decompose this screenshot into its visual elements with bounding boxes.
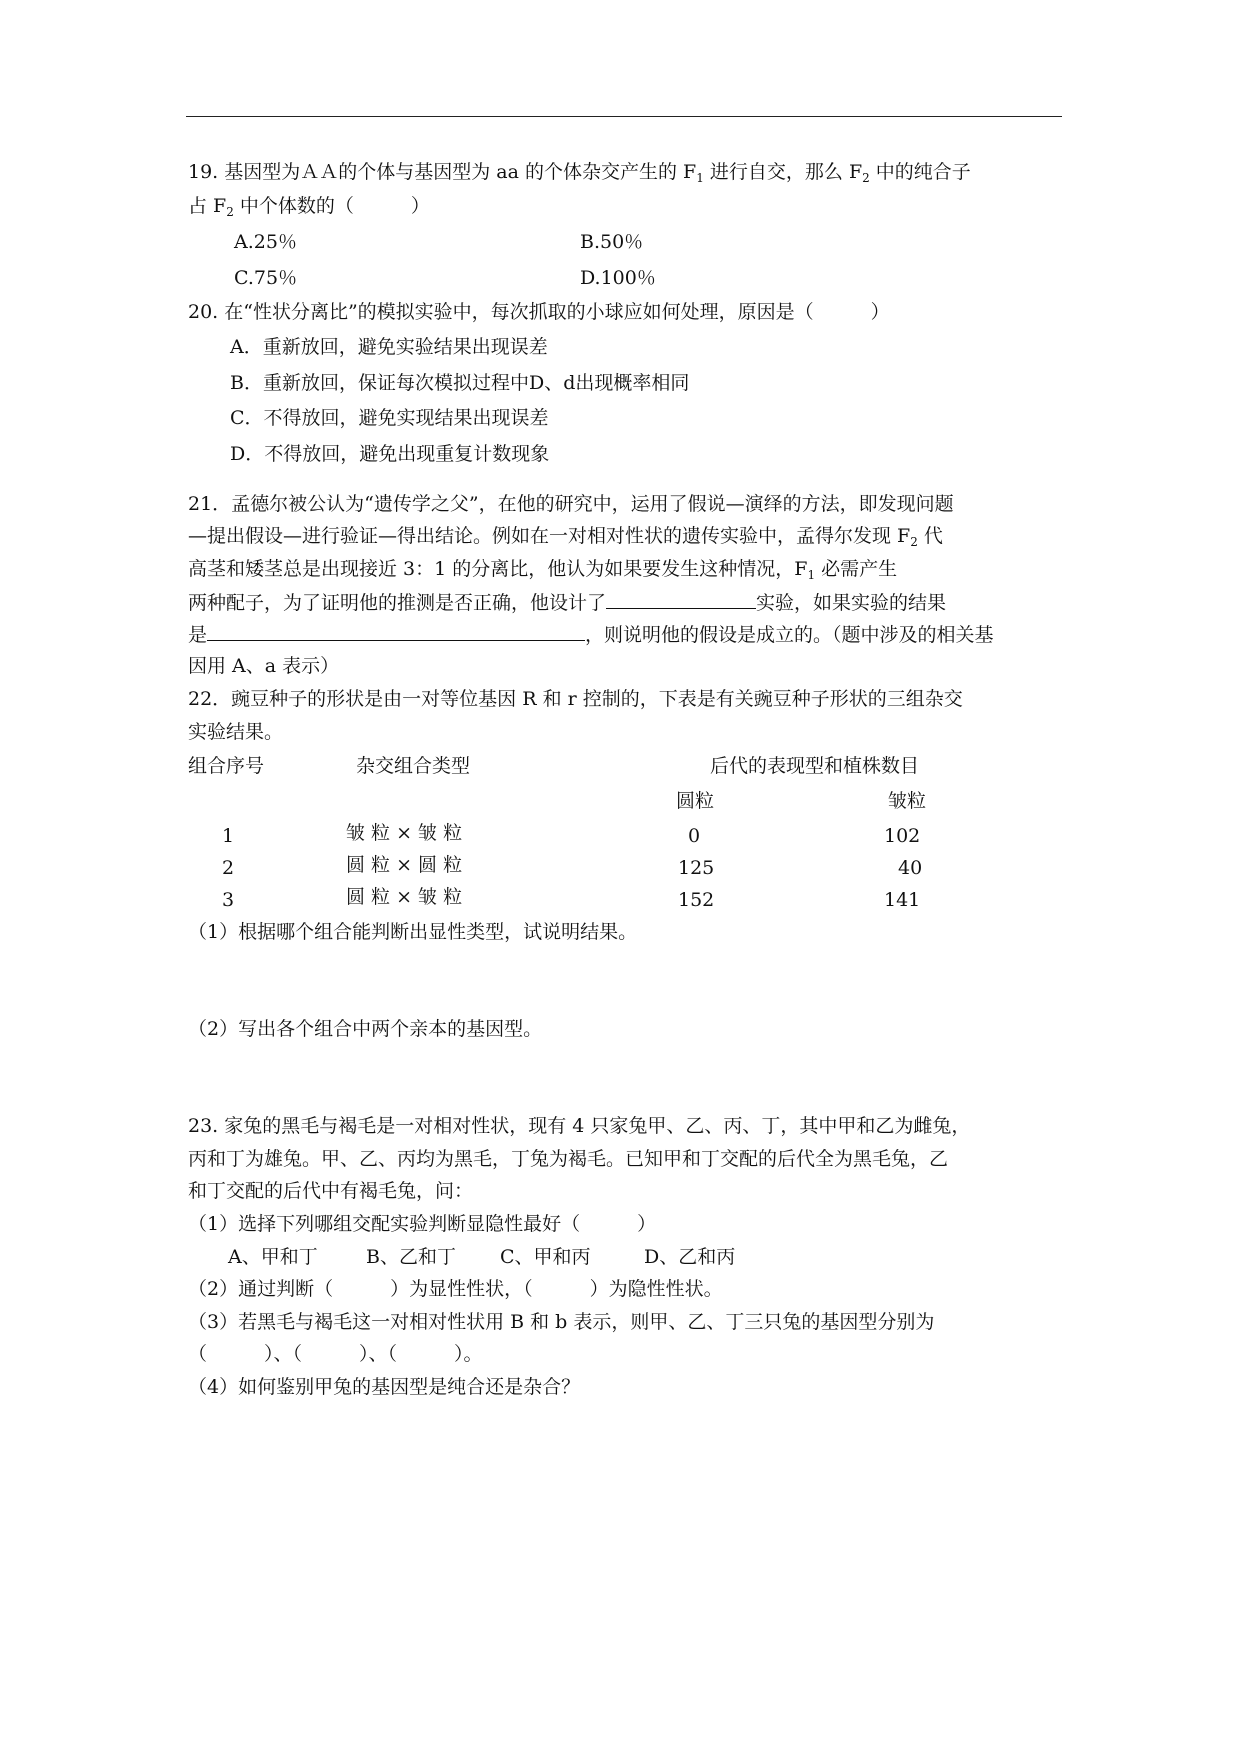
table-row-1-wrinkled: 102 (884, 825, 921, 847)
table-subheader-wrinkled: 皱粒 (888, 790, 927, 812)
q23-sub3-line2: （ ）、（ ）、（ ）。 (188, 1343, 483, 1365)
table-row-3-cross: 圆 粒 × 皱 粒 (346, 886, 463, 908)
q23-sub3-line1: （3）若黑毛与褐毛这一对相对性状用 B 和 b 表示，则甲、乙、丁三只兔的基因型分别为 (188, 1311, 935, 1333)
q23-option-b: B、乙和丁 (366, 1246, 456, 1268)
table-row-1-round: 0 (688, 825, 701, 847)
q20-option-d: D．不得放回，避免出现重复计数现象 (230, 443, 550, 465)
table-subheader-round: 圆粒 (676, 790, 715, 812)
q19-stem-line1: 19. 基因型为ＡＡ的个体与基因型为 aa 的个体杂交产生的 $F_1$ 进行自交，那么 $F_2$ 中的纯合子 (188, 161, 971, 185)
q20-option-c: C．不得放回，避免实现结果出现误差 (230, 407, 549, 429)
q23-option-d: D、乙和丙 (644, 1246, 736, 1268)
q22-line1: 22．豌豆种子的形状是由一对等位基因 R 和 r 控制的，下表是有关豌豆种子形状的三组杂交 (188, 688, 963, 710)
table-row-1-cross: 皱 粒 × 皱 粒 (346, 822, 463, 844)
table-row-3-wrinkled: 141 (884, 889, 921, 911)
q21-line5: 是 ，则说明他的假设是成立的。（题中涉及的相关基 (188, 620, 994, 649)
q21-line4: 两种配子，为了证明他的推测是否正确，他设计了 实验，如果实验的结果 (188, 588, 946, 617)
table-header-id: 组合序号 (188, 755, 265, 777)
q23-sub4: （4）如何鉴别甲兔的基因型是纯合还是杂合？ (188, 1376, 581, 1398)
q21-blank-result[interactable] (207, 620, 585, 641)
q23-option-a: A、甲和丁 (228, 1246, 318, 1268)
table-row-2-round: 125 (678, 857, 715, 879)
table-row-2-wrinkled: 40 (898, 857, 923, 879)
table-row-2-id: 2 (222, 857, 235, 879)
table-header-cross: 杂交组合类型 (356, 755, 471, 777)
q23-line2: 丙和丁为雄兔。甲、乙、丙均为黑毛，丁兔为褐毛。已知甲和丁交配的后代全为黑毛兔，乙 (188, 1148, 949, 1170)
table-row-3-id: 3 (222, 889, 235, 911)
q21-line1: 21．孟德尔被公认为“遗传学之父”，在他的研究中，运用了假说—演绎的方法，即发现问题 (188, 493, 954, 515)
table-row-1-id: 1 (222, 825, 235, 847)
q22-line2: 实验结果。 (188, 721, 284, 743)
q19-option-c: C.75％ (234, 267, 298, 289)
q19-stem-line2: 占 $F_2$ 中个体数的（ ） (188, 195, 430, 219)
q19-option-d: D.100％ (580, 267, 656, 289)
table-header-offspring: 后代的表现型和植株数目 (710, 755, 920, 777)
q22-sub1: （1）根据哪个组合能判断出显性类型，试说明结果。 (188, 921, 638, 943)
q19-option-b: B.50％ (580, 231, 644, 253)
q20-option-a: A．重新放回，避免实验结果出现误差 (230, 336, 548, 358)
q22-sub2: （2）写出各个组合中两个亲本的基因型。 (188, 1018, 543, 1040)
q21-line2: —提出假设—进行验证—得出结论。例如在一对相对性状的遗传实验中，孟得尔发现 $F_2$ 代 (188, 525, 943, 549)
q21-blank-experiment[interactable] (606, 588, 756, 609)
q20-stem: 20. 在“性状分离比”的模拟实验中，每次抓取的小球应如何处理，原因是（ ） (188, 301, 890, 323)
q23-line3: 和丁交配的后代中有褐毛兔，问： (188, 1180, 474, 1202)
q19-option-a: A.25％ (234, 231, 297, 253)
header-rule (186, 116, 1062, 117)
table-row-2-cross: 圆 粒 × 圆 粒 (346, 854, 463, 876)
q21-line3: 高茎和矮茎总是出现接近 3：1 的分离比，他认为如果要发生这种情况，$F_1$ 必需产生 (188, 558, 898, 582)
q23-option-c: C、甲和丙 (500, 1246, 591, 1268)
table-row-3-round: 152 (678, 889, 715, 911)
q23-sub1: （1）选择下列哪组交配实验判断显隐性最好（ ） (188, 1213, 657, 1235)
q21-line6: 因用 A、a 表示） (188, 655, 340, 677)
q23-sub2: （2）通过判断（ ）为显性性状，（ ）为隐性性状。 (188, 1278, 723, 1300)
q23-line1: 23. 家兔的黑毛与褐毛是一对相对性状，现有 4 只家兔甲、乙、丙、丁，其中甲和乙为雌兔， (188, 1115, 971, 1137)
q20-option-b: B．重新放回，保证每次模拟过程中D、d出现概率相同 (230, 372, 690, 394)
